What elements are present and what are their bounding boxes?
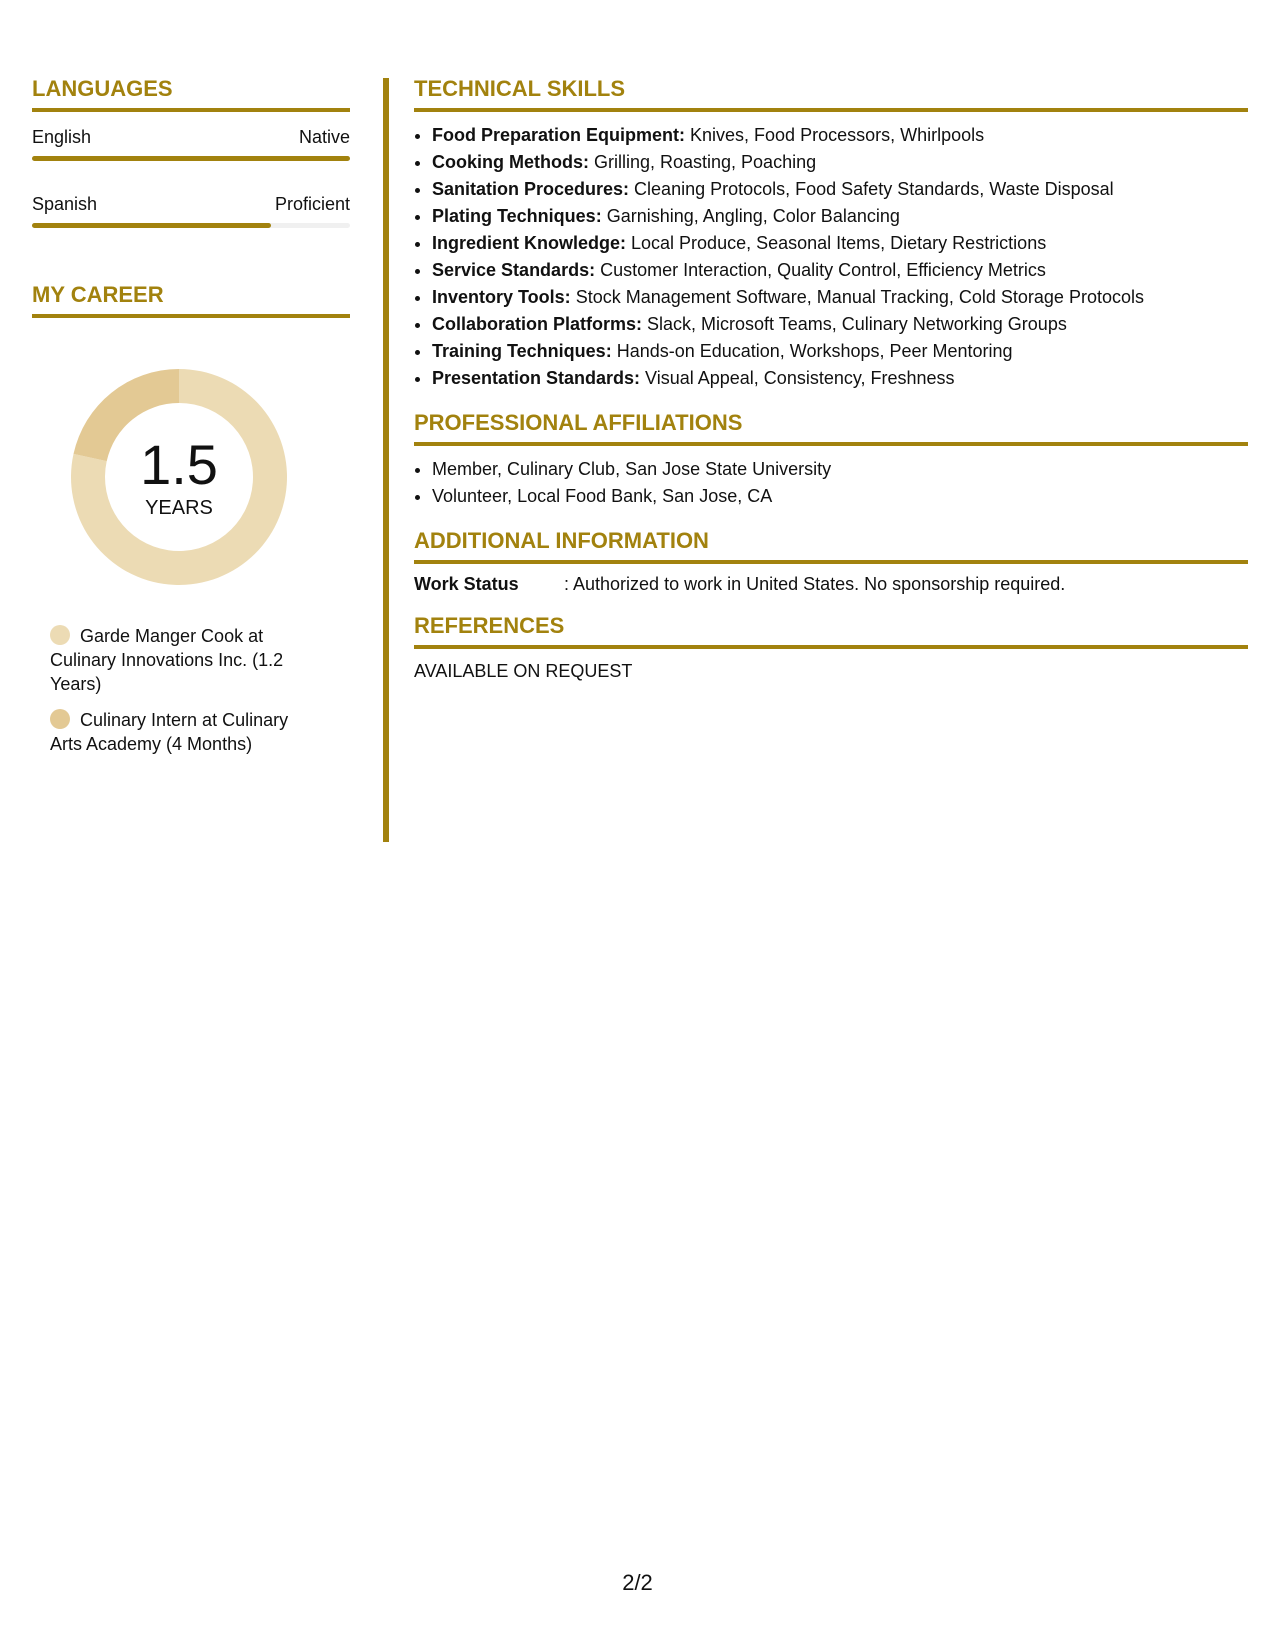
skill-value: Garnishing, Angling, Color Balancing: [601, 206, 900, 226]
skill-label: Inventory Tools:: [432, 287, 571, 307]
skill-value: Hands-on Education, Workshops, Peer Mentoring: [611, 341, 1013, 361]
career-donut-chart: [64, 362, 294, 592]
skill-value: Stock Management Software, Manual Tracking, Cold Storage Protocols: [570, 287, 1144, 307]
skill-label: Food Preparation Equipment:: [432, 125, 686, 145]
language-bar: [32, 156, 350, 161]
work-status-row: [414, 574, 1248, 595]
column-divider: [383, 78, 389, 842]
career-unit: YEARS: [145, 497, 213, 520]
references-heading: REFERENCES: [414, 615, 1248, 649]
skill-label: Ingredient Knowledge:: [432, 233, 627, 253]
career-legend: [50, 624, 320, 756]
additional-section: [414, 530, 1248, 595]
skill-item: [432, 365, 1248, 392]
language-name: Spanish: [32, 193, 98, 214]
skill-item: [432, 230, 1248, 257]
references-section: [414, 615, 1248, 682]
career-legend-item: [50, 708, 320, 756]
language-bar-fill: [32, 156, 350, 161]
affiliation-item: • Volunteer, Local Food Bank, San Jose, CA: [432, 483, 1248, 510]
skill-label: Service Standards:: [432, 260, 596, 280]
skill-label: Plating Techniques:: [432, 206, 602, 226]
languages-heading: LANGUAGES: [32, 78, 350, 112]
affiliations-section: [414, 412, 1248, 510]
skill-value: Customer Interaction, Quality Control, Efficiency Metrics: [595, 260, 1046, 280]
work-status-label: Work Status: [414, 574, 519, 594]
skill-label: Collaboration Platforms:: [432, 314, 643, 334]
skill-label: Training Techniques:: [432, 341, 612, 361]
career-total: 1.5: [140, 433, 218, 497]
additional-heading: ADDITIONAL INFORMATION: [414, 530, 1248, 564]
skill-item: [432, 122, 1248, 149]
skill-label: Presentation Standards:: [432, 368, 641, 388]
skill-value: Cleaning Protocols, Food Safety Standards, Waste Disposal: [629, 179, 1114, 199]
technical-skills-list: [414, 122, 1248, 392]
skill-item: [432, 257, 1248, 284]
skill-label: Cooking Methods:: [432, 152, 589, 172]
skill-label: Sanitation Procedures:: [432, 179, 630, 199]
legend-dot-icon: [50, 625, 70, 645]
skill-value: Local Produce, Seasonal Items, Dietary Restrictions: [626, 233, 1047, 253]
language-name: English: [32, 127, 92, 147]
language-bar: [32, 223, 350, 228]
affiliations-heading: PROFESSIONAL AFFILIATIONS: [414, 412, 1248, 446]
affiliation-item: • Member, Culinary Club, San Jose State University: [432, 456, 1248, 483]
language-bar-fill: [32, 223, 271, 228]
skill-item: [432, 203, 1248, 230]
skill-item: [432, 176, 1248, 203]
donut-center: [64, 362, 294, 592]
skill-value: Visual Appeal, Consistency, Freshness: [640, 368, 955, 388]
career-legend-item: [50, 624, 320, 696]
technical-skills-section: [414, 78, 1248, 392]
page-number: 2/2: [622, 1570, 653, 1595]
skill-value: Knives, Food Processors, Whirlpools: [685, 125, 985, 145]
legend-dot-icon: [50, 709, 70, 729]
career-heading: MY CAREER: [32, 284, 350, 318]
work-status-value: : Authorized to work in United States. No sponsorship required.: [564, 574, 1066, 594]
left-column: [32, 78, 350, 768]
skill-value: Grilling, Roasting, Poaching: [588, 152, 817, 172]
references-text: AVAILABLE ON REQUEST: [414, 661, 633, 681]
legend-label: Culinary Intern at Culinary Arts Academy (4 Months): [50, 709, 289, 754]
skill-item: [432, 311, 1248, 338]
language-level: Proficient: [274, 193, 350, 214]
skill-item: [432, 284, 1248, 311]
skill-item: [432, 149, 1248, 176]
legend-label: Garde Manger Cook at Culinary Innovations Inc. (1.2 Years): [50, 625, 284, 694]
technical-skills-heading: TECHNICAL SKILLS: [414, 78, 1248, 112]
skill-value: Slack, Microsoft Teams, Culinary Networking Groups: [642, 314, 1067, 334]
languages-list: [32, 128, 350, 228]
language-level: Native: [298, 127, 350, 147]
language-item: [32, 128, 350, 161]
language-row: [32, 128, 350, 148]
language-row: [32, 195, 350, 215]
language-item: [32, 195, 350, 228]
skill-item: [432, 338, 1248, 365]
right-column: [414, 78, 1248, 702]
affiliations-list: [414, 456, 1248, 510]
